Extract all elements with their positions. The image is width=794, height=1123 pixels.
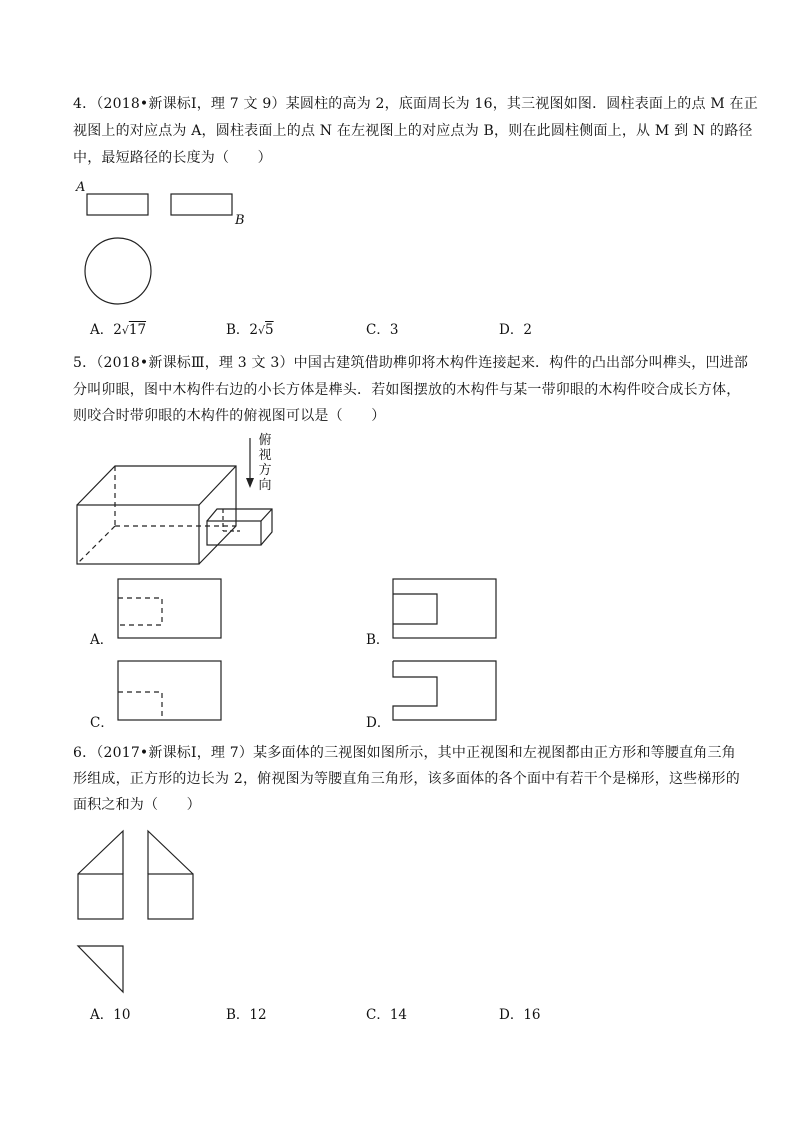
q6-option-c: C．14 xyxy=(366,1007,408,1023)
q4-front-view xyxy=(87,194,148,215)
q4-point-b-label: B xyxy=(235,213,245,228)
q5-option-a-label: A． xyxy=(90,632,114,648)
q5-text-line-2: 分叫卯眼，图中木构件右边的小长方体是榫头．若如图摆放的木构件与某一带卯眼的木构件咬合成长方体， xyxy=(73,382,741,398)
q5-option-c-figure xyxy=(118,661,221,720)
q5-option-b-label: B． xyxy=(366,632,390,648)
q4-point-a-label: A xyxy=(76,180,86,195)
q6-top-view xyxy=(78,946,123,992)
q6-text-line-2: 形组成，正方形的边长为 2，俯视图为等腰直角三角形，该多面体的各个面中有若干个是梯形，这些梯形的 xyxy=(73,771,740,787)
q5-text-line-1: 5．（2018•新课标Ⅲ，理 3 文 3）中国古建筑借助榫卯将木构件连接起来．构件的凸出部分叫榫头，凹进部 xyxy=(73,355,749,371)
q5-option-d-label: D． xyxy=(366,715,391,731)
q4-option-a-radicand: 17 xyxy=(128,322,147,338)
q6-text-line-1: 6．（2017•新课标Ⅰ，理 7）某多面体的三视图如图所示，其中正视图和左视图都由正方形和等腰直角三角 xyxy=(73,745,736,761)
q6-option-d: D．16 xyxy=(499,1007,541,1023)
q5-option-a-figure xyxy=(118,579,221,638)
q5-option-d-figure xyxy=(393,661,496,720)
q4-text-line-3: 中，最短路径的长度为（ ） xyxy=(73,150,272,166)
q6-option-b: B．12 xyxy=(226,1007,267,1023)
q5-option-b-figure xyxy=(393,579,496,638)
q6-text-line-3: 面积之和为（ ） xyxy=(73,797,201,813)
q5-option-c-label: C． xyxy=(90,715,114,731)
q4-side-view xyxy=(171,194,232,215)
q4-top-view-circle xyxy=(85,238,151,304)
q6-side-view xyxy=(148,831,193,919)
q4-option-a: A．2√17 xyxy=(90,322,147,338)
q4-option-c: C．3 xyxy=(366,322,399,338)
q4-option-b: B．2√5 xyxy=(226,322,274,338)
q4-text-line-1: 4．（2018•新课标Ⅰ，理 7 文 9）某圆柱的高为 2，底面周长为 16，其三视图如图．圆柱表面上的点 M 在正 xyxy=(73,96,758,112)
q4-text-line-2: 视图上的对应点为 A，圆柱表面上的点 N 在左视图上的对应点为 B，则在此圆柱侧面上，从 M 到 N 的路径 xyxy=(73,123,753,139)
q4-option-b-radicand: 5 xyxy=(265,322,274,338)
q6-front-view xyxy=(78,831,123,919)
q4-option-d: D．2 xyxy=(499,322,532,338)
q5-text-line-3: 则咬合时带卯眼的木构件的俯视图可以是（ ） xyxy=(73,408,386,424)
q6-option-a: A．10 xyxy=(90,1007,131,1023)
q5-wooden-component xyxy=(77,466,272,564)
